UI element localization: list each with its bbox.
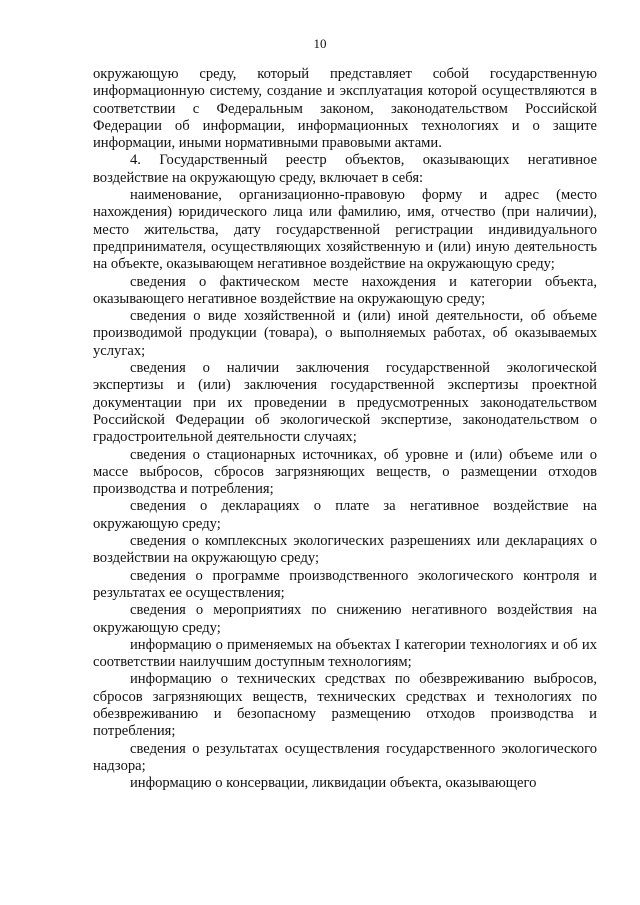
paragraph-item-fee-declarations: сведения о декларациях о плате за негативное воздействие на окружающую среду; xyxy=(93,498,597,532)
paragraph-item-location: сведения о фактическом месте нахождения и категории объекта, оказывающего негативное воздействие на окружающую среду; xyxy=(93,273,597,307)
paragraph-item-mitigation: сведения о мероприятиях по снижению негативного воздействия на окружающую среду; xyxy=(93,602,597,636)
paragraph-item-activity: сведения о виде хозяйственной и (или) иной деятельности, об объеме производимой продукции (товара), о выполняемых работах, об оказываемых услугах; xyxy=(93,308,597,359)
page-number: 10 xyxy=(313,36,327,51)
paragraph-item-control-program: сведения о программе производственного экологического контроля и результатах ее осуществления; xyxy=(93,567,597,601)
paragraph-clause-4: 4. Государственный реестр объектов, оказывающих негативное воздействие на окружающую среду, включает в себя: xyxy=(93,152,597,186)
paragraph-item-technical-means: информацию о технических средствах по обезвреживанию выбросов, сбросов загрязняющих веществ, технических средствах и технологиях по обезвреживанию и безопасному размещению отходов производства и потребления; xyxy=(93,671,597,740)
document-text xyxy=(93,66,597,792)
paragraph-continuation: окружающую среду, который представляет собой государственную информационную систему, создание и эксплуатация которой осуществляются в соответствии с Федеральным законом, законодательством Российской Федерации об информации, информационных технологиях и о защите информации, иными нормативными правовыми актами. xyxy=(93,66,597,152)
paragraph-item-name: наименование, организационно-правовую форму и адрес (место нахождения) юридического лица или фамилию, имя, отчество (при наличии), место жительства, дату государственной регистрации индивидуального предпринимателя, осуществляющих хозяйственную и (или) иную деятельность на объекте, оказывающем негативное воздействие на окружающую среду; xyxy=(93,187,597,273)
paragraph-item-permits: сведения о комплексных экологических разрешениях или декларациях о воздействии на окружающую среду; xyxy=(93,533,597,567)
paragraph-item-technologies: информацию о применяемых на объектах I категории технологиях и об их соответствии наилучшим доступным технологиям; xyxy=(93,636,597,671)
paragraph-item-supervision: сведения о результатах осуществления государственного экологического надзора; xyxy=(93,740,597,774)
paragraph-item-expertise: сведения о наличии заключения государственной экологической экспертизы и (или) заключения государственной экспертизы проектной документации при их проведении в предусмотренных законодательством Российской Федерации об экологической экспертизе, законодательством о градостроительной деятельности случаях; xyxy=(93,360,597,446)
paragraph-item-sources: сведения о стационарных источниках, об уровне и (или) объеме или о массе выбросов, сбросов загрязняющих веществ, о размещении отходов производства и потребления; xyxy=(93,446,597,498)
paragraph-item-conservation: информацию о консервации, ликвидации объекта, оказывающего xyxy=(130,775,537,792)
